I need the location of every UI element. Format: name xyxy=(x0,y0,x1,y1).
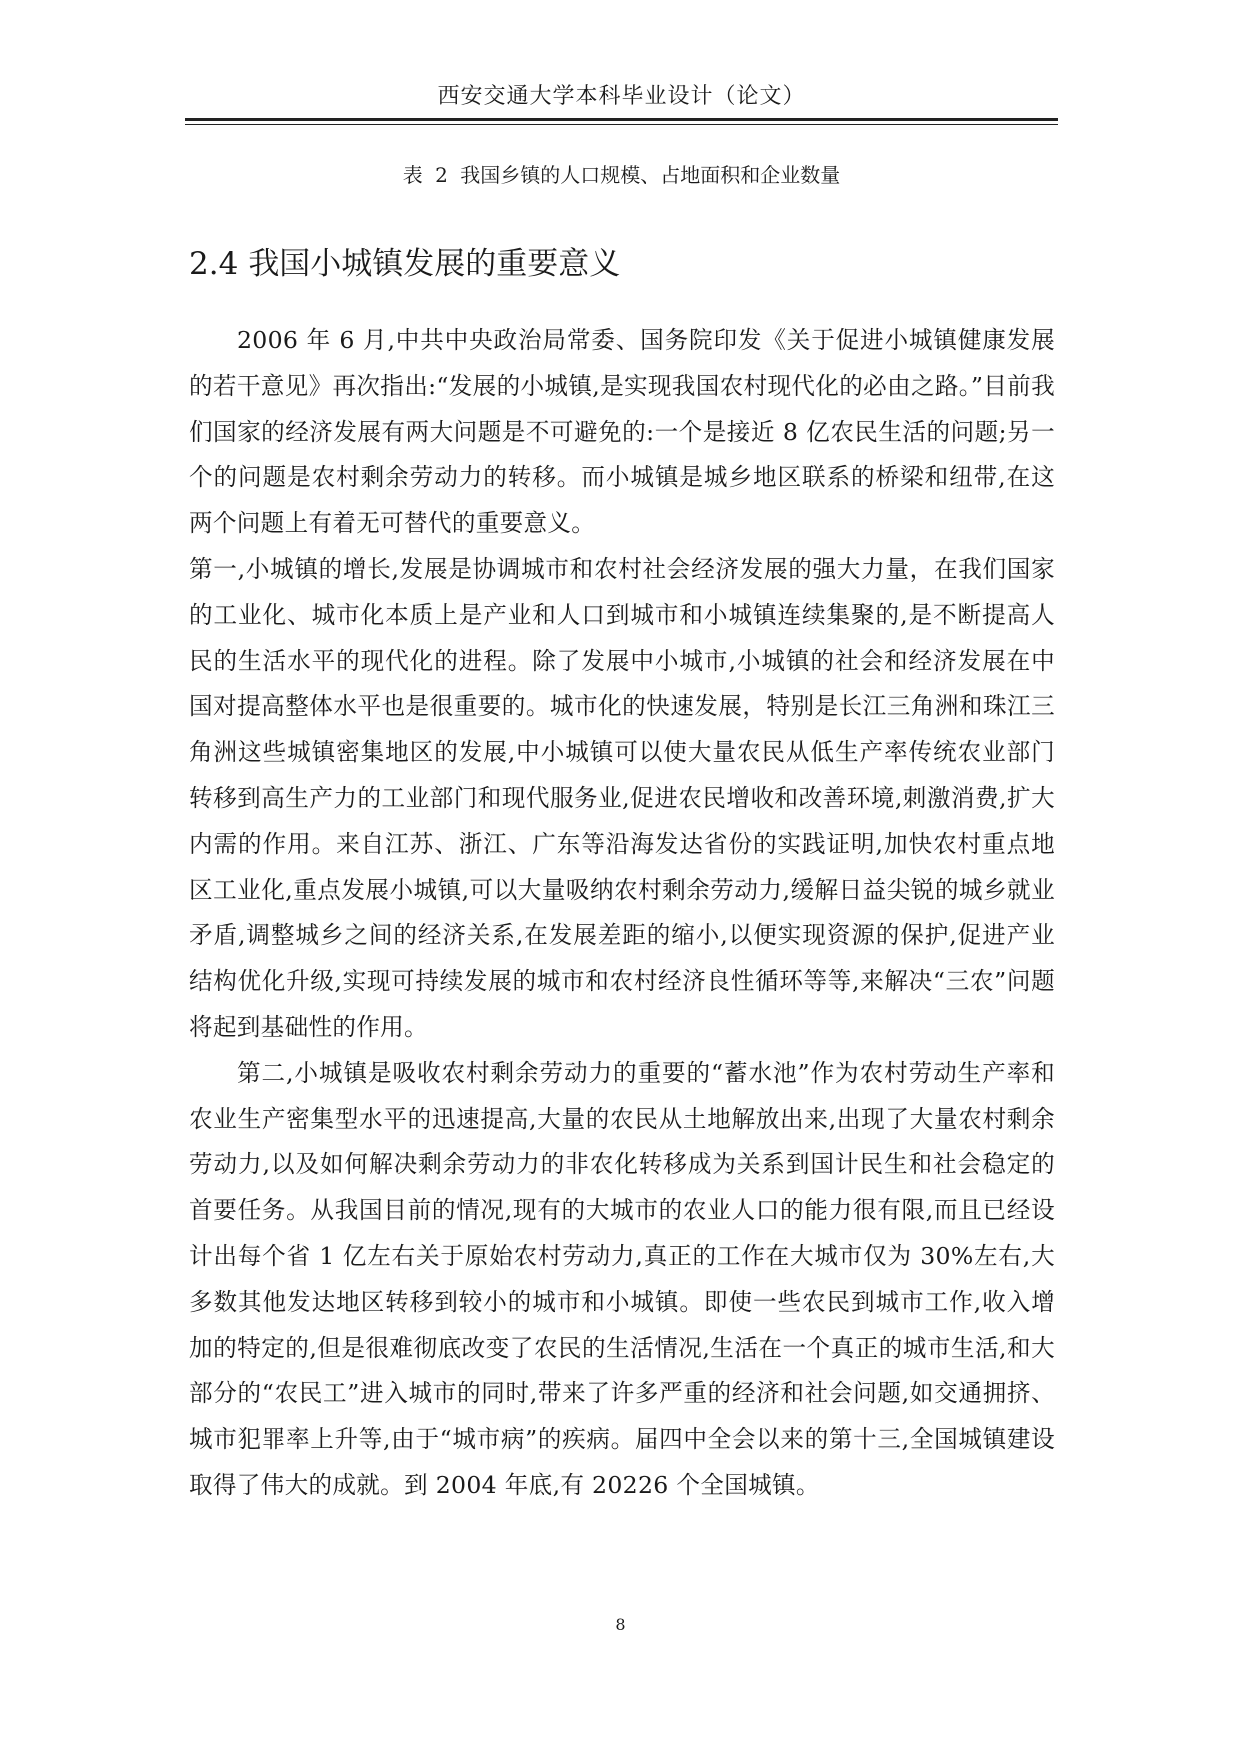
paragraph-2: 第一,小城镇的增长,发展是协调城市和农村社会经济发展的强大力量，在我们国家的工业化、城市化本质上是产业和人口到城市和小城镇连续集聚的,是不断提高人民的生活水平的现代化的进程。除了发展中小城市,小城镇的社会和经济发展在中国对提高整体水平也是很重要的。城市化的快速发展，特别是长江三角洲和珠江三角洲这些城镇密集地区的发展,中小城镇可以使大量农民从低生产率传统农业部门转移到高生产力的工业部门和现代服务业,促进农民增收和改善环境,刺激消费,扩大内需的作用。来自江苏、浙江、广东等沿海发达省份的实践证明,加快农村重点地区工业化,重点发展小城镇,可以大量吸纳农村剩余劳动力,缓解日益尖锐的城乡就业矛盾,调整城乡之间的经济关系,在发展差距的缩小,以便实现资源的保护,促进产业结构优化升级,实现可持续发展的城市和农村经济良性循环等等,来解决“三农”问题将起到基础性的作用。 xyxy=(189,554,1055,1041)
page-header-title: 西安交通大学本科毕业设计（论文） xyxy=(437,84,806,109)
section-number: 2.4 xyxy=(189,246,239,282)
table-caption xyxy=(185,160,1058,190)
header-rule-thick xyxy=(185,118,1058,121)
paragraph-3: 第二,小城镇是吸收农村剩余劳动力的重要的“蓄水池”作为农村劳动生产率和农业生产密集型水平的迅速提高,大量的农民从土地解放出来,出现了大量农村剩余劳动力,以及如何解决剩余劳动力的非农化转移成为关系到国计民生和社会稳定的首要任务。从我国目前的情况,现有的大城市的农业人口的能力很有限,而且已经设计出每个省 1 亿左右关于原始农村劳动力,真正的工作在大城市仅为 30%左右,大多数其他发达地区转移到较小的城市和小城镇。即使一些农民到城市工作,收入增加的特定的,但是很难彻底改变了农民的生活情况,生活在一个真正的城市生活,和大部分的“农民工”进入城市的同时,带来了许多严重的经济和社会问题,如交通拥挤、城市犯罪率上升等,由于“城市病”的疾病。届四中全会以来的第十三,全国城镇建设取得了伟大的成就。到 2004 年底,有 20226 个全国城镇。 xyxy=(189,1058,1055,1499)
header-rule-thin xyxy=(185,124,1058,125)
table-caption-label: 表 2 xyxy=(402,163,448,187)
section-heading xyxy=(189,244,620,284)
paragraph-1: 2006 年 6 月,中共中央政治局常委、国务院印发《关于促进小城镇健康发展的若干意见》再次指出:“发展的小城镇,是实现我国农村现代化的必由之路。”目前我们国家的经济发展有两大问题是不可避免的:一个是接近 8 亿农民生活的问题;另一个的问题是农村剩余劳动力的转移。而小城镇是城乡地区联系的桥梁和纽带,在这两个问题上有着无可替代的重要意义。 xyxy=(189,326,1055,538)
section-title: 我国小城镇发展的重要意义 xyxy=(248,246,621,282)
table-caption-text: 我国乡镇的人口规模、占地面积和企业数量 xyxy=(460,163,841,187)
page-number: 8 xyxy=(615,1615,626,1634)
body-text xyxy=(189,318,1055,1509)
